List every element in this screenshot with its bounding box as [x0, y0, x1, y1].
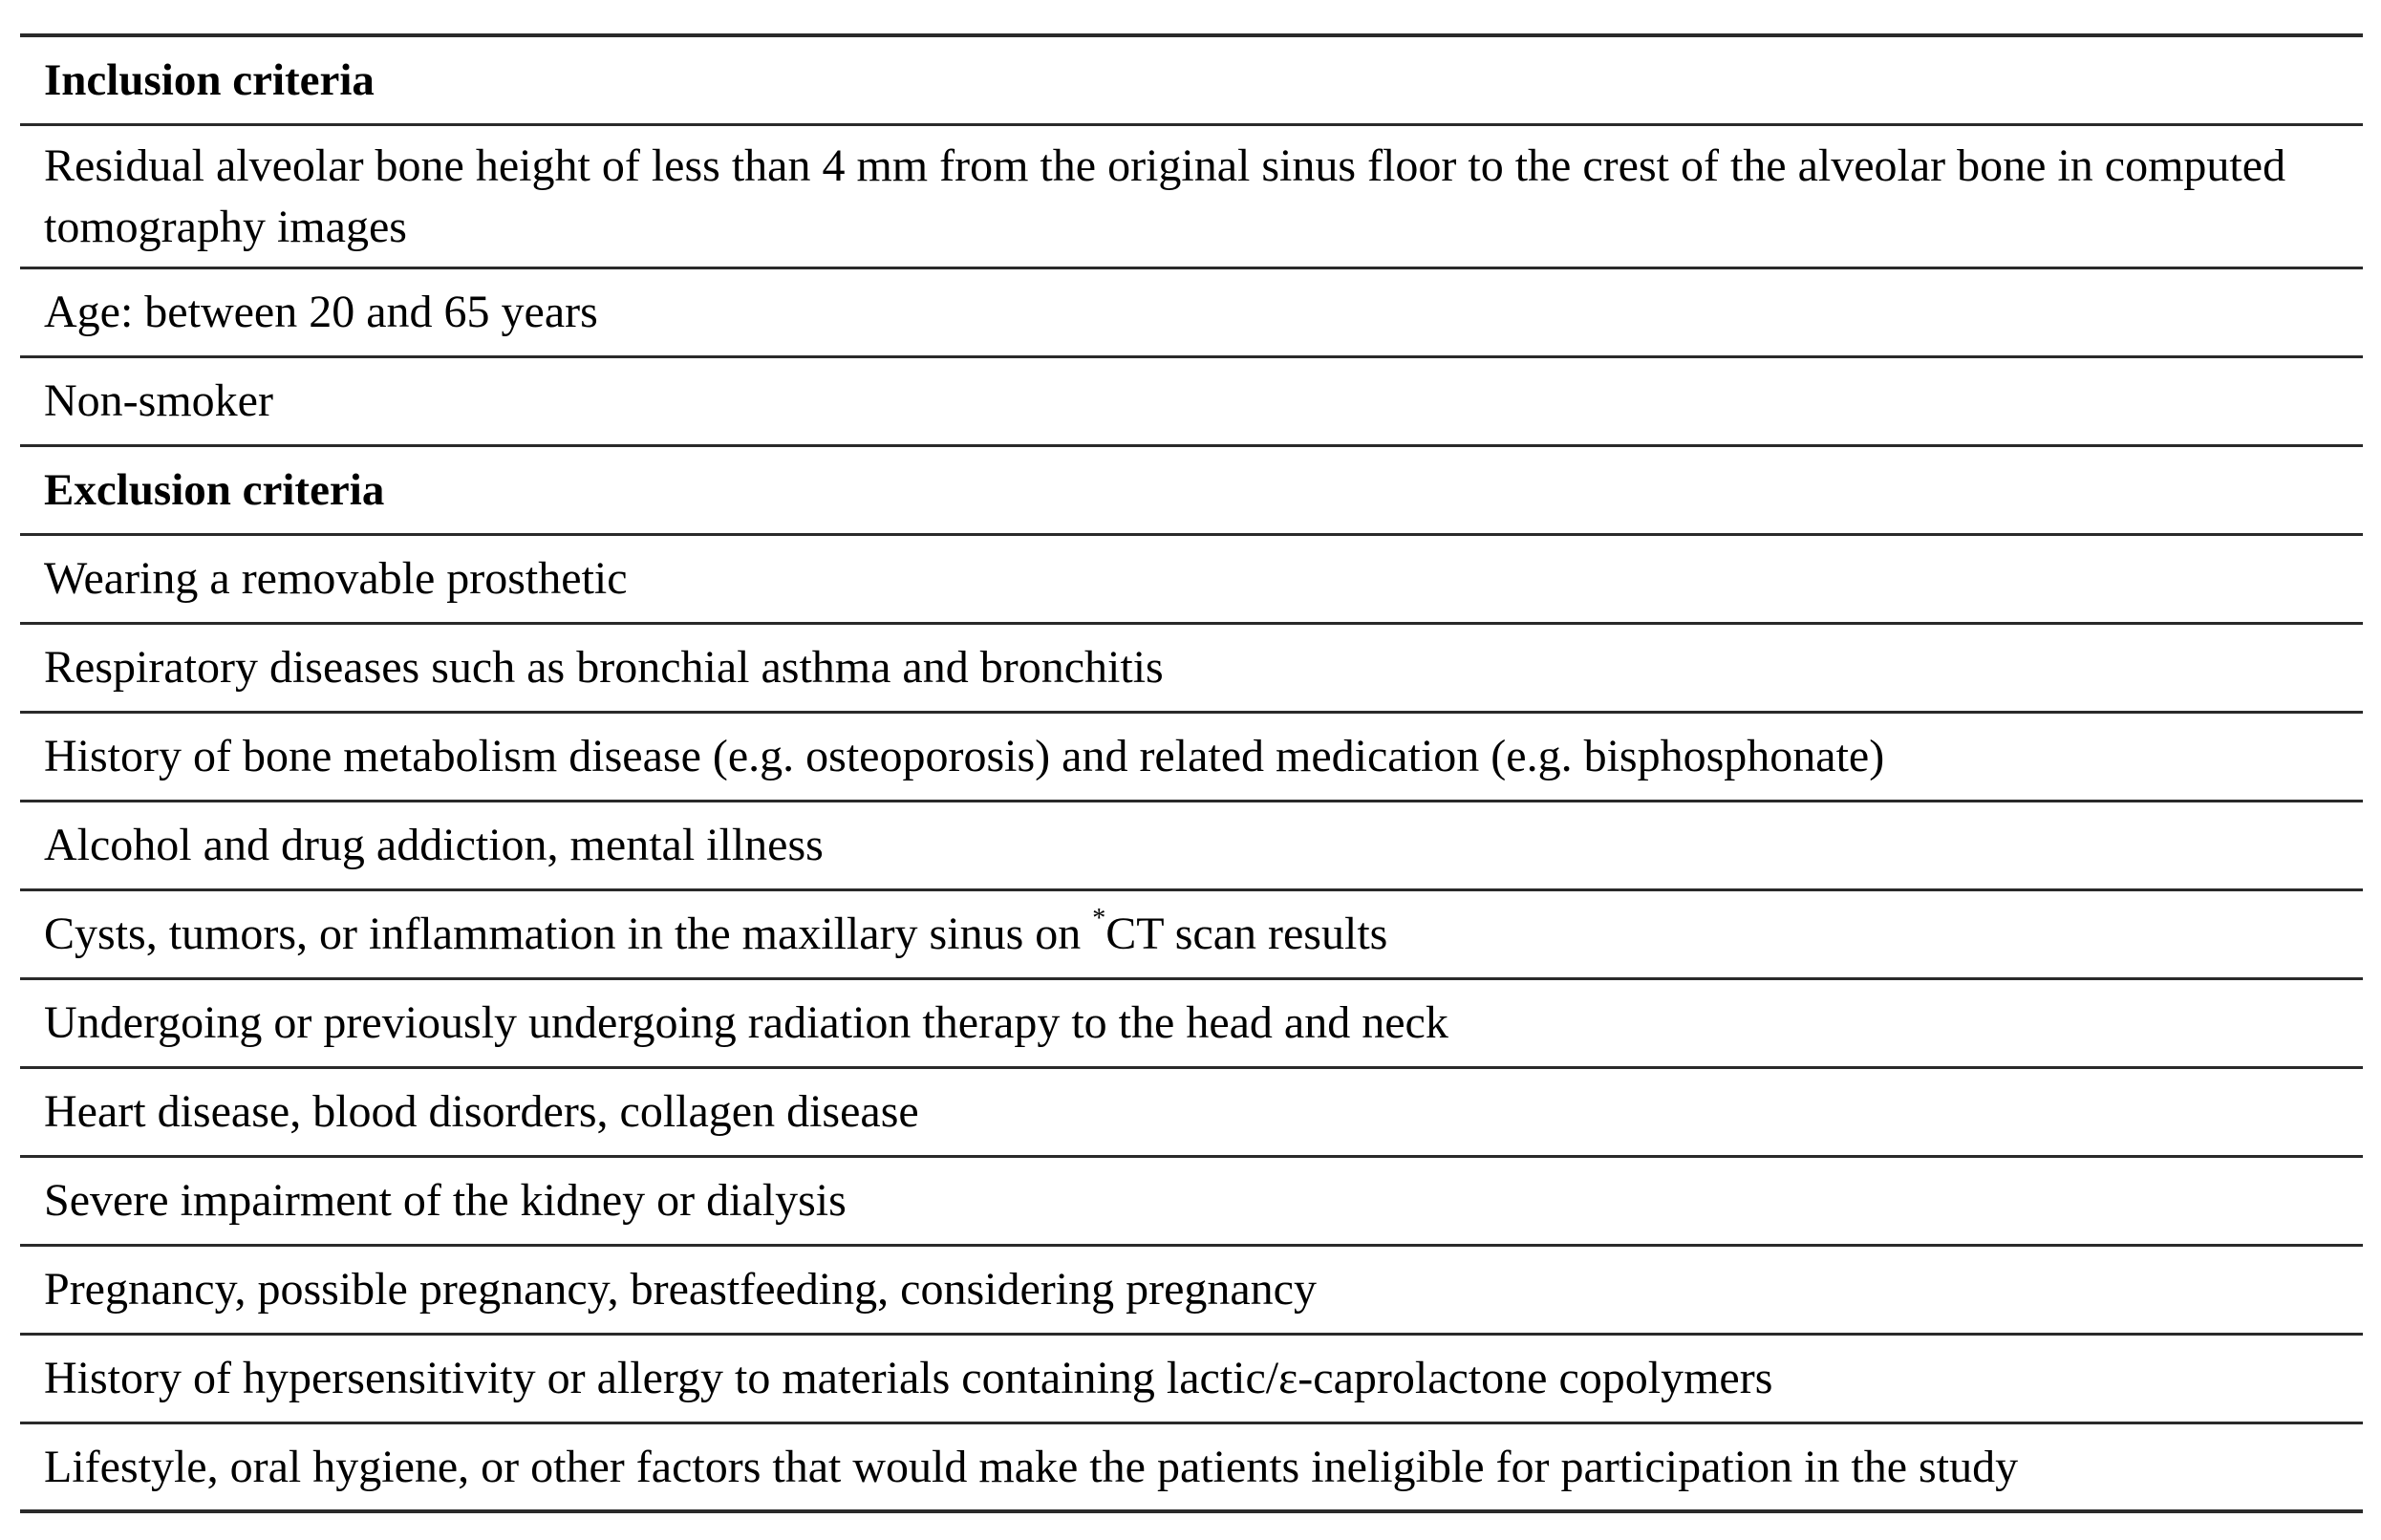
- table-row: History of hypersensitivity or allergy to materials containing lactic/ε-caprolactone copolymers: [20, 1336, 2363, 1424]
- table-row: [20, 891, 2363, 980]
- table-row: Wearing a removable prosthetic: [20, 536, 2363, 625]
- criteria-table: [20, 33, 2363, 1513]
- table-row: Undergoing or previously undergoing radiation therapy to the head and neck: [20, 980, 2363, 1069]
- inclusion-criteria-header: Inclusion criteria: [20, 37, 2363, 126]
- exclusion-criteria-header: Exclusion criteria: [20, 447, 2363, 536]
- table-row: Heart disease, blood disorders, collagen disease: [20, 1069, 2363, 1158]
- cell-text-before: Cysts, tumors, or inflammation in the maxillary sinus on: [44, 909, 1093, 959]
- table-row: Alcohol and drug addiction, mental illness: [20, 802, 2363, 891]
- table-row: Age: between 20 and 65 years: [20, 269, 2363, 358]
- table-row: History of bone metabolism disease (e.g. osteoporosis) and related medication (e.g. bisphosphonate): [20, 714, 2363, 802]
- table-row: Lifestyle, oral hygiene, or other factors that would make the patients ineligible for participation in the study: [20, 1424, 2363, 1513]
- table-row: Respiratory diseases such as bronchial asthma and bronchitis: [20, 625, 2363, 714]
- footnote-marker: *: [1092, 904, 1106, 933]
- table-row: Pregnancy, possible pregnancy, breastfeeding, considering pregnancy: [20, 1247, 2363, 1336]
- table-row: Severe impairment of the kidney or dialysis: [20, 1158, 2363, 1247]
- table-row: Residual alveolar bone height of less than 4 mm from the original sinus floor to the crest of the alveolar bone in computed tomography images: [20, 126, 2363, 269]
- cell-text-after: CT scan results: [1105, 909, 1388, 959]
- table-row: Non-smoker: [20, 358, 2363, 447]
